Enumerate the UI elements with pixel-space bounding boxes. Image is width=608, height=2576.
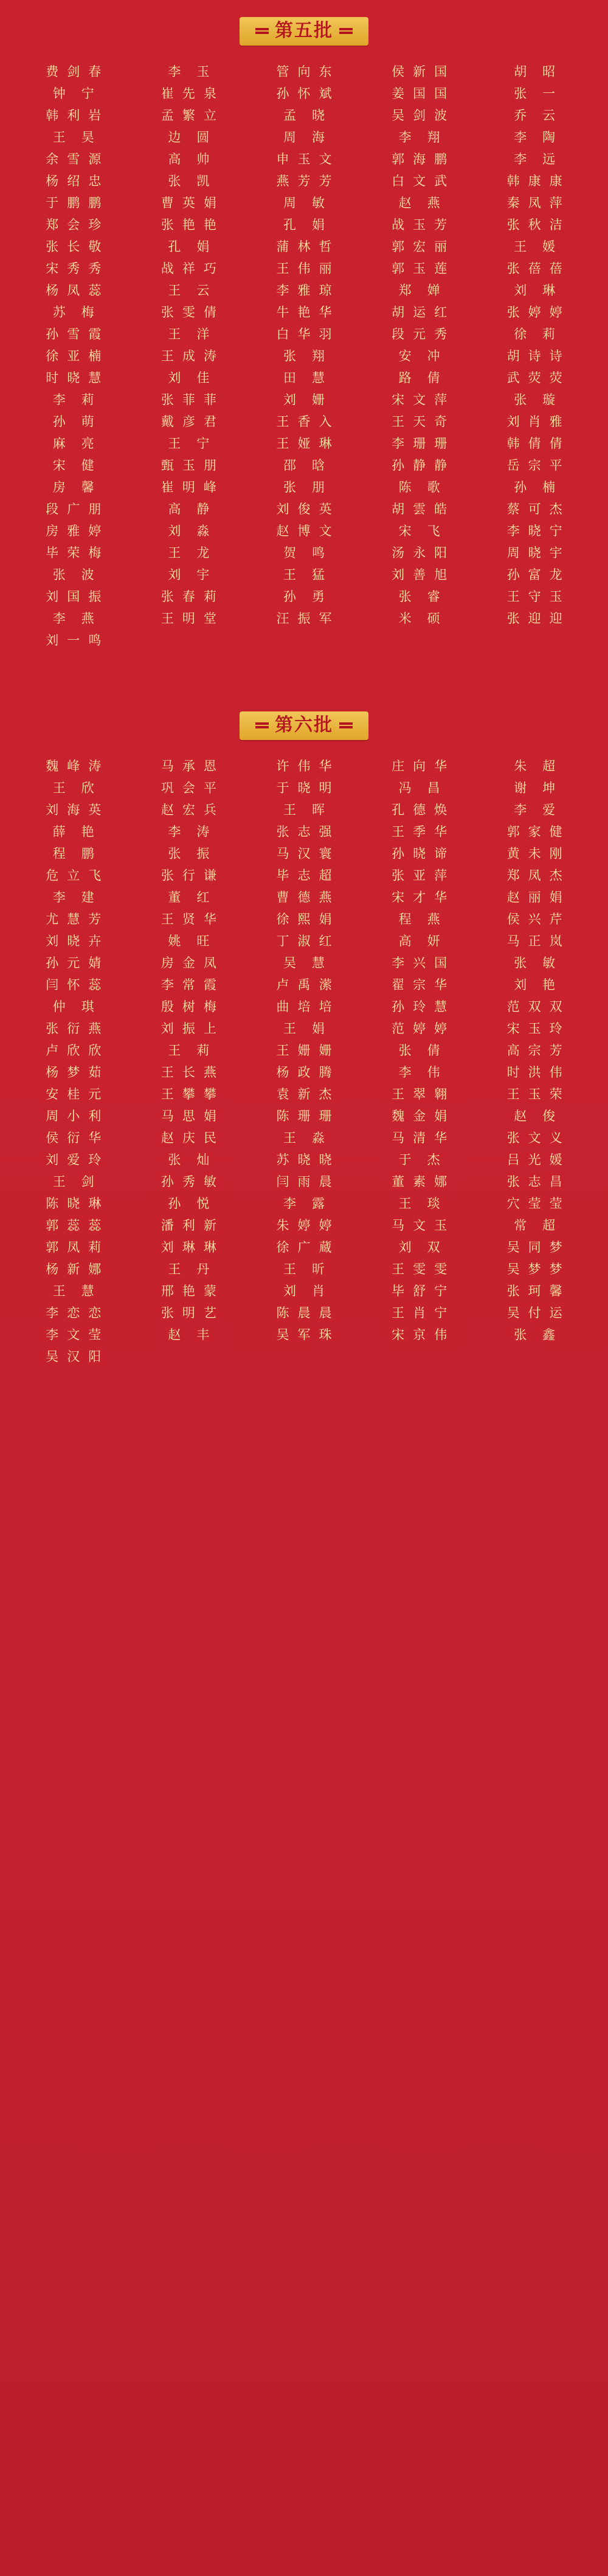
name-cell: 马文玉 xyxy=(392,1219,456,1233)
name-cell: 王香入 xyxy=(276,415,340,429)
name-cell: 郭家健 xyxy=(506,825,571,839)
name-cell: 王晖 xyxy=(283,803,340,817)
name-cell: 李常霞 xyxy=(161,978,225,992)
name-cell: 贺鸣 xyxy=(283,546,340,560)
name-cell: 蒲林哲 xyxy=(276,240,340,254)
name-cell: 孙玲慧 xyxy=(392,1000,456,1014)
name-cell: 田慧 xyxy=(283,371,340,385)
name-cell: 周敏 xyxy=(283,196,340,210)
name-cell: 刘国振 xyxy=(46,590,110,604)
name-cell: 谢坤 xyxy=(514,781,572,795)
name-cell: 王宁 xyxy=(168,437,226,451)
name-cell: 房馨 xyxy=(52,481,110,495)
name-cell: 吴军珠 xyxy=(276,1328,340,1342)
name-cell: 郑凤杰 xyxy=(506,869,571,883)
name-cell: 张蓓蓓 xyxy=(506,262,571,276)
name-cell: 苏梅 xyxy=(52,306,110,320)
name-cell: 张朋 xyxy=(283,481,340,495)
name-cell: 徐亚楠 xyxy=(46,349,110,363)
name-cell: 董红 xyxy=(168,891,226,905)
name-cell: 孙悦 xyxy=(168,1197,226,1211)
name-cell: 戴彦君 xyxy=(161,415,225,429)
name-cell: 甄玉朋 xyxy=(161,459,225,473)
name-cell: 王丹 xyxy=(168,1262,226,1276)
name-cell: 闫怀蕊 xyxy=(46,978,110,992)
name-cell: 赵丰 xyxy=(168,1328,226,1342)
name-cell: 侯衍华 xyxy=(46,1131,110,1145)
name-cell: 安冲 xyxy=(398,349,456,363)
name-cell: 米硕 xyxy=(398,612,456,626)
dash-right-icon xyxy=(339,28,353,34)
name-cell: 徐广蔵 xyxy=(276,1241,340,1255)
section-title-6: 第六批 xyxy=(275,715,333,735)
name-cell: 张亚萍 xyxy=(392,869,456,883)
name-cell: 穴莹莹 xyxy=(506,1197,571,1211)
name-cell: 刘琳 xyxy=(514,284,572,298)
name-cell: 郭凤莉 xyxy=(46,1241,110,1255)
section-divider-space xyxy=(0,652,608,694)
name-cell: 王剑 xyxy=(52,1175,110,1189)
name-cell: 范双双 xyxy=(506,1000,571,1014)
name-cell: 吴同梦 xyxy=(506,1241,571,1255)
names-grid-5 xyxy=(0,61,608,652)
name-cell: 潘利新 xyxy=(161,1219,225,1233)
name-cell: 申玉文 xyxy=(276,152,340,166)
name-cell: 陈歌 xyxy=(398,481,456,495)
name-cell: 王娅琳 xyxy=(276,437,340,451)
name-cell: 李陶 xyxy=(514,131,572,145)
name-cell: 胡昭 xyxy=(514,65,572,79)
name-cell: 姜国国 xyxy=(392,87,456,101)
name-cell: 周小利 xyxy=(46,1109,110,1123)
name-cell: 郑婵 xyxy=(398,284,456,298)
name-cell: 王猛 xyxy=(283,568,340,582)
name-cell: 王肖宁 xyxy=(392,1306,456,1320)
name-cell: 李兴国 xyxy=(392,956,456,970)
name-cell: 王欣 xyxy=(52,781,110,795)
name-cell: 卢禹潆 xyxy=(276,978,340,992)
name-cell: 宋京伟 xyxy=(392,1328,456,1342)
name-cell: 李建 xyxy=(52,891,110,905)
name-cell: 韩康康 xyxy=(506,174,571,188)
name-cell: 张倩 xyxy=(398,1044,456,1058)
name-cell: 杨梦茹 xyxy=(46,1066,110,1080)
name-cell: 王贤华 xyxy=(161,913,225,927)
name-cell: 张振 xyxy=(168,847,226,861)
name-cell: 张雯倩 xyxy=(161,306,225,320)
name-cell: 王洋 xyxy=(168,327,226,341)
name-cell: 郭蕊蕊 xyxy=(46,1219,110,1233)
name-cell: 宋健 xyxy=(52,459,110,473)
name-cell: 钟宁 xyxy=(52,87,110,101)
name-cell: 薛艳 xyxy=(52,825,110,839)
name-cell: 蔡可杰 xyxy=(506,502,571,516)
banner-plate-5 xyxy=(240,17,368,46)
name-cell: 袁新杰 xyxy=(276,1088,340,1101)
name-cell: 张秋洁 xyxy=(506,218,571,232)
name-cell: 刘肖 xyxy=(283,1284,340,1298)
name-cell: 周海 xyxy=(283,131,340,145)
name-cell: 曹英娟 xyxy=(161,196,225,210)
name-cell: 白华羽 xyxy=(276,327,340,341)
name-cell: 范婷婷 xyxy=(392,1022,456,1036)
name-cell: 战玉芳 xyxy=(392,218,456,232)
name-cell: 孙秀敏 xyxy=(161,1175,225,1189)
name-cell: 李莉 xyxy=(52,393,110,407)
name-cell: 吴剑波 xyxy=(392,109,456,123)
name-cell: 赵宏兵 xyxy=(161,803,225,817)
name-cell: 李玉 xyxy=(168,65,226,79)
name-cell: 管向东 xyxy=(276,65,340,79)
name-cell: 费剑春 xyxy=(46,65,110,79)
name-cell: 郭玉莲 xyxy=(392,262,456,276)
name-cell: 高静 xyxy=(168,502,226,516)
name-cell: 宋才华 xyxy=(392,891,456,905)
name-cell: 张凯 xyxy=(168,174,226,188)
name-cell: 翟宗华 xyxy=(392,978,456,992)
name-cell: 孙晓谛 xyxy=(392,847,456,861)
name-cell: 徐莉 xyxy=(514,327,572,341)
name-cell: 黄未刚 xyxy=(506,847,571,861)
name-cell: 刘一鸣 xyxy=(46,634,110,648)
name-cell: 徐熙娟 xyxy=(276,913,340,927)
name-cell: 王翠翱 xyxy=(392,1088,456,1101)
name-cell: 刘姗 xyxy=(283,393,340,407)
name-cell: 白文武 xyxy=(392,174,456,188)
name-cell: 张衍燕 xyxy=(46,1022,110,1036)
name-cell: 刘晓卉 xyxy=(46,934,110,948)
name-cell: 郑会珍 xyxy=(46,218,110,232)
name-cell: 李雅琼 xyxy=(276,284,340,298)
name-cell: 安桂元 xyxy=(46,1088,110,1101)
name-cell: 王媛 xyxy=(514,240,572,254)
name-cell: 刘淼 xyxy=(168,524,226,538)
name-cell: 刘艳 xyxy=(514,978,572,992)
name-cell: 张长敬 xyxy=(46,240,110,254)
name-cell: 李文莹 xyxy=(46,1328,110,1342)
name-cell: 崔明峰 xyxy=(161,481,225,495)
name-cell: 时洪伟 xyxy=(506,1066,571,1080)
name-cell: 乔云 xyxy=(514,109,572,123)
name-cell: 孙雪霞 xyxy=(46,327,110,341)
name-cell: 毕舒宁 xyxy=(392,1284,456,1298)
name-cell: 余雪源 xyxy=(46,152,110,166)
name-cell: 王天奇 xyxy=(392,415,456,429)
name-cell: 程燕 xyxy=(398,913,456,927)
section-batch-6 xyxy=(0,694,608,1368)
name-cell: 武荧荧 xyxy=(506,371,571,385)
name-cell: 吴汉阳 xyxy=(46,1350,110,1364)
name-cell: 孙萌 xyxy=(52,415,110,429)
dash-right-icon xyxy=(339,722,353,728)
name-cell: 赵庆民 xyxy=(161,1131,225,1145)
name-cell: 冯昌 xyxy=(398,781,456,795)
name-cell: 燕芳芳 xyxy=(276,174,340,188)
name-cell: 许伟华 xyxy=(276,759,340,773)
name-cell: 陈晓琳 xyxy=(46,1197,110,1211)
name-cell: 汤永阳 xyxy=(392,546,456,560)
name-cell: 魏峰涛 xyxy=(46,759,110,773)
name-cell: 于晓明 xyxy=(276,781,340,795)
name-cell: 孔德焕 xyxy=(392,803,456,817)
name-cell: 王莉 xyxy=(168,1044,226,1058)
name-cell: 王姗姗 xyxy=(276,1044,340,1058)
name-cell: 王娟 xyxy=(283,1022,340,1036)
name-cell: 李远 xyxy=(514,152,572,166)
name-cell: 张一 xyxy=(514,87,572,101)
name-cell: 孙怀斌 xyxy=(276,87,340,101)
name-cell: 边圆 xyxy=(168,131,226,145)
name-cell: 张睿 xyxy=(398,590,456,604)
name-cell: 朱超 xyxy=(514,759,572,773)
name-cell: 王慧 xyxy=(52,1284,110,1298)
name-cell: 吴慧 xyxy=(283,956,340,970)
name-cell: 庄向华 xyxy=(392,759,456,773)
name-cell: 赵博文 xyxy=(276,524,340,538)
name-cell: 马思娟 xyxy=(161,1109,225,1123)
name-cell: 张春莉 xyxy=(161,590,225,604)
name-cell: 孙勇 xyxy=(283,590,340,604)
name-cell: 王雯雯 xyxy=(392,1262,456,1276)
name-cell: 于鹏鹏 xyxy=(46,196,110,210)
name-cell: 殷树梅 xyxy=(161,1000,225,1014)
name-cell: 魏金娟 xyxy=(392,1109,456,1123)
name-cell: 巩会平 xyxy=(161,781,225,795)
name-cell xyxy=(362,1346,477,1368)
name-cell: 杨绍忠 xyxy=(46,174,110,188)
name-cell: 王龙 xyxy=(168,546,226,560)
name-cell: 李晓宁 xyxy=(506,524,571,538)
name-cell: 孙富龙 xyxy=(506,568,571,582)
name-cell: 王琰 xyxy=(398,1197,456,1211)
name-cell: 孙元婧 xyxy=(46,956,110,970)
name-cell: 王伟丽 xyxy=(276,262,340,276)
name-cell: 张珂馨 xyxy=(506,1284,571,1298)
name-cell: 孔娟 xyxy=(168,240,226,254)
name-cell: 王明堂 xyxy=(161,612,225,626)
name-cell: 宋飞 xyxy=(398,524,456,538)
name-cell: 孟繁立 xyxy=(161,109,225,123)
name-cell: 房金凤 xyxy=(161,956,225,970)
name-cell: 段元秀 xyxy=(392,327,456,341)
name-cell: 刘爱玲 xyxy=(46,1153,110,1167)
name-cell: 毕荣梅 xyxy=(46,546,110,560)
name-cell: 姚旺 xyxy=(168,934,226,948)
section-batch-5 xyxy=(0,0,608,652)
name-cell: 秦凤萍 xyxy=(506,196,571,210)
name-cell: 侯新国 xyxy=(392,65,456,79)
name-cell: 危立飞 xyxy=(46,869,110,883)
name-cell: 张鑫 xyxy=(514,1328,572,1342)
name-cell: 赵丽娟 xyxy=(506,891,571,905)
name-cell: 陈珊珊 xyxy=(276,1109,340,1123)
name-cell: 韩倩倩 xyxy=(506,437,571,451)
name-cell: 刘佳 xyxy=(168,371,226,385)
name-cell: 刘肖雅 xyxy=(506,415,571,429)
name-cell: 杨凤蕊 xyxy=(46,284,110,298)
name-cell xyxy=(246,1346,362,1368)
name-cell: 杨政腾 xyxy=(276,1066,340,1080)
name-cell xyxy=(246,630,362,652)
name-cell: 牛艳华 xyxy=(276,306,340,320)
name-cell: 吕光媛 xyxy=(506,1153,571,1167)
names-grid-6 xyxy=(0,756,608,1368)
name-cell: 张志昌 xyxy=(506,1175,571,1189)
name-cell: 张敏 xyxy=(514,956,572,970)
name-cell: 胡雲皓 xyxy=(392,502,456,516)
name-cell: 马清华 xyxy=(392,1131,456,1145)
name-cell xyxy=(362,630,477,652)
name-cell: 卢欣欣 xyxy=(46,1044,110,1058)
name-cell: 仲琪 xyxy=(52,1000,110,1014)
name-cell: 王淼 xyxy=(283,1131,340,1145)
name-cell xyxy=(477,630,592,652)
name-cell: 刘宇 xyxy=(168,568,226,582)
name-cell: 曹德燕 xyxy=(276,891,340,905)
name-cell: 马汉寰 xyxy=(276,847,340,861)
name-cell: 刘振上 xyxy=(161,1022,225,1036)
name-cell: 刘俊英 xyxy=(276,502,340,516)
name-cell: 张志强 xyxy=(276,825,340,839)
name-cell: 路倩 xyxy=(398,371,456,385)
name-cell: 刘双 xyxy=(398,1241,456,1255)
name-cell: 侯兴芹 xyxy=(506,913,571,927)
section-banner-5 xyxy=(0,6,608,61)
name-cell: 孙静静 xyxy=(392,459,456,473)
name-cell: 韩利岩 xyxy=(46,109,110,123)
name-cell: 苏晓晓 xyxy=(276,1153,340,1167)
section-title-5: 第五批 xyxy=(275,21,333,41)
name-cell: 郭宏丽 xyxy=(392,240,456,254)
name-cell: 张波 xyxy=(52,568,110,582)
name-cell: 时晓慧 xyxy=(46,371,110,385)
name-cell: 常超 xyxy=(514,1219,572,1233)
name-cell: 宋文萍 xyxy=(392,393,456,407)
name-cell: 孔娟 xyxy=(283,218,340,232)
name-cell: 麻亮 xyxy=(52,437,110,451)
name-cell: 刘善旭 xyxy=(392,568,456,582)
name-cell: 董素娜 xyxy=(392,1175,456,1189)
name-cell xyxy=(131,1346,247,1368)
name-cell: 张明艺 xyxy=(161,1306,225,1320)
name-cell: 崔先泉 xyxy=(161,87,225,101)
name-cell: 张艳艳 xyxy=(161,218,225,232)
name-cell: 王昊 xyxy=(52,131,110,145)
name-cell: 于杰 xyxy=(398,1153,456,1167)
name-cell: 赵俊 xyxy=(514,1109,572,1123)
name-cell: 李恋恋 xyxy=(46,1306,110,1320)
name-cell: 李燕 xyxy=(52,612,110,626)
section-banner-6 xyxy=(0,701,608,756)
name-cell: 毕志超 xyxy=(276,869,340,883)
name-cell: 吴付运 xyxy=(506,1306,571,1320)
name-cell: 马正岚 xyxy=(506,934,571,948)
name-cell: 李露 xyxy=(283,1197,340,1211)
name-cell: 李珊珊 xyxy=(392,437,456,451)
name-cell: 张菲菲 xyxy=(161,393,225,407)
name-cell: 张婷婷 xyxy=(506,306,571,320)
name-cell: 邵晗 xyxy=(283,459,340,473)
name-cell: 王守玉 xyxy=(506,590,571,604)
name-cell: 孟晓 xyxy=(283,109,340,123)
name-cell: 陈晨晨 xyxy=(276,1306,340,1320)
name-cell: 刘海英 xyxy=(46,803,110,817)
name-cell: 张行谦 xyxy=(161,869,225,883)
name-cell: 王攀攀 xyxy=(161,1088,225,1101)
name-cell: 张迎迎 xyxy=(506,612,571,626)
banner-plate-6 xyxy=(240,711,368,740)
name-cell: 王昕 xyxy=(283,1262,340,1276)
name-cell: 宋秀秀 xyxy=(46,262,110,276)
name-cell xyxy=(477,1346,592,1368)
name-cell: 王季华 xyxy=(392,825,456,839)
name-cell: 赵燕 xyxy=(398,196,456,210)
name-cell: 杨新娜 xyxy=(46,1262,110,1276)
name-cell: 朱婷婷 xyxy=(276,1219,340,1233)
name-cell: 程鹏 xyxy=(52,847,110,861)
name-cell: 高宗芳 xyxy=(506,1044,571,1058)
name-cell: 汪振军 xyxy=(276,612,340,626)
name-cell: 郭海鹏 xyxy=(392,152,456,166)
name-cell: 周晓宇 xyxy=(506,546,571,560)
name-cell: 邢艳蒙 xyxy=(161,1284,225,1298)
name-cell xyxy=(131,630,247,652)
name-cell: 王玉荣 xyxy=(506,1088,571,1101)
name-cell: 李翔 xyxy=(398,131,456,145)
name-cell: 王成涛 xyxy=(161,349,225,363)
name-cell: 张文义 xyxy=(506,1131,571,1145)
name-cell: 闫雨晨 xyxy=(276,1175,340,1189)
name-cell: 张灿 xyxy=(168,1153,226,1167)
name-cell: 李伟 xyxy=(398,1066,456,1080)
name-cell: 刘琳琳 xyxy=(161,1241,225,1255)
name-cell: 李涛 xyxy=(168,825,226,839)
name-cell: 张璇 xyxy=(514,393,572,407)
name-cell: 孙楠 xyxy=(514,481,572,495)
name-cell: 尤慧芳 xyxy=(46,913,110,927)
name-cell: 胡运红 xyxy=(392,306,456,320)
dash-left-icon xyxy=(255,28,269,34)
name-cell: 李爱 xyxy=(514,803,572,817)
name-cell: 宋玉玲 xyxy=(506,1022,571,1036)
name-cell: 高帅 xyxy=(168,152,226,166)
name-cell: 张翔 xyxy=(283,349,340,363)
name-cell: 吴梦梦 xyxy=(506,1262,571,1276)
name-cell: 曲培培 xyxy=(276,1000,340,1014)
name-cell: 王长燕 xyxy=(161,1066,225,1080)
name-cell: 马承恩 xyxy=(161,759,225,773)
name-cell: 丁淑红 xyxy=(276,934,340,948)
name-cell: 岳宗平 xyxy=(506,459,571,473)
dash-left-icon xyxy=(255,722,269,728)
name-cell: 王云 xyxy=(168,284,226,298)
name-cell: 段广朋 xyxy=(46,502,110,516)
name-cell: 房雅婷 xyxy=(46,524,110,538)
name-cell: 高妍 xyxy=(398,934,456,948)
name-cell: 战祥巧 xyxy=(161,262,225,276)
name-cell: 胡诗诗 xyxy=(506,349,571,363)
